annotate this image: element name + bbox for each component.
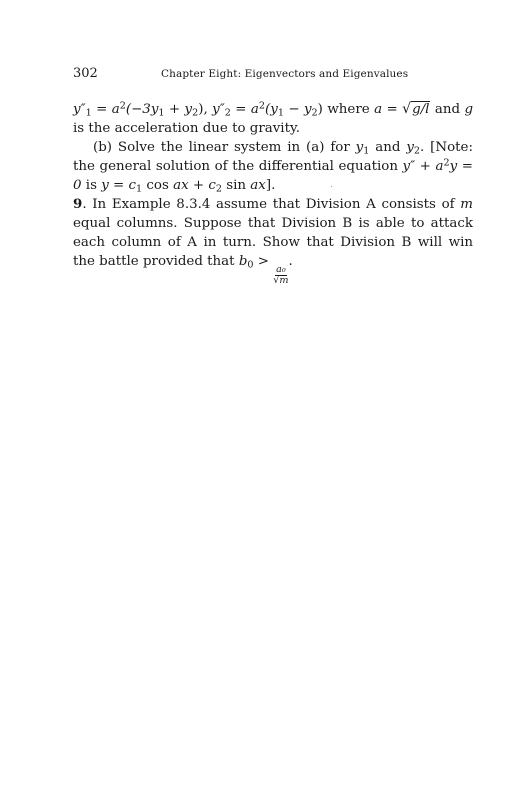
- running-head: Chapter Eight: Eigenvectors and Eigenvalues: [161, 68, 409, 80]
- page-header: [73, 66, 473, 84]
- body-text: is the acceleration due to gravity.: [73, 121, 301, 136]
- math-text: g: [464, 102, 474, 117]
- math-text: ax: [173, 178, 189, 193]
- body-text: equal columns. Suppose that Division B is able to attack each column of A in turn. Show that Division B will win the battle provided that: [73, 216, 473, 269]
- math-subscript: 1: [363, 145, 370, 157]
- math-text: (−3y: [125, 102, 159, 117]
- page-number: 302: [73, 66, 98, 81]
- math-subscript: 2: [192, 107, 199, 119]
- math-text: ax: [250, 178, 266, 193]
- math-subscript: 1: [277, 107, 284, 119]
- math-text: y: [355, 140, 364, 155]
- math-text: y″ + a: [402, 159, 444, 174]
- body-text: where: [322, 102, 375, 117]
- fraction-numerator: a₀: [276, 263, 286, 275]
- math-superscript: 2: [258, 100, 266, 112]
- math-text: m: [460, 197, 473, 212]
- math-text: = a: [230, 102, 259, 117]
- math-text: y″: [73, 102, 86, 117]
- body-text: .: [288, 254, 293, 269]
- square-root: [402, 100, 430, 119]
- fraction-denominator: √m: [273, 274, 289, 286]
- exercise-number: 9: [73, 196, 83, 212]
- math-text: + y: [164, 102, 193, 117]
- math-text: a: [374, 102, 383, 117]
- math-subscript: 2: [413, 145, 421, 157]
- speck-mark: [331, 186, 332, 187]
- math-subscript: 0: [247, 259, 254, 271]
- math-text: ): [317, 102, 323, 117]
- radical-sign: √: [402, 101, 412, 117]
- math-text: >: [253, 254, 274, 269]
- math-text: + c: [188, 178, 216, 193]
- body-text: and: [430, 102, 465, 117]
- part-b-paragraph: [73, 138, 473, 195]
- math-text: ),: [198, 102, 208, 117]
- body-text: (b) Solve the linear system in (a) for: [93, 140, 356, 155]
- math-subscript: 1: [136, 183, 143, 195]
- body-text: is: [81, 178, 102, 193]
- page-body: [73, 100, 473, 286]
- math-subscript: 1: [158, 107, 165, 119]
- math-text: y = c: [101, 178, 137, 193]
- math-text: (y: [265, 102, 278, 117]
- math-subscript: 1: [85, 107, 92, 119]
- math-text: cos: [142, 178, 174, 193]
- math-text: sin: [222, 178, 251, 193]
- math-text: y″: [212, 102, 225, 117]
- exercise-9-paragraph: [73, 195, 473, 286]
- math-subscript: 2: [311, 107, 318, 119]
- body-text: . In Example 8.3.4 assume that Division A consists of: [82, 197, 461, 212]
- equation-paragraph: [73, 100, 473, 138]
- fraction: [273, 265, 288, 286]
- math-superscript: 2: [443, 157, 450, 169]
- math-subscript: 2: [224, 107, 231, 119]
- math-superscript: 2: [119, 100, 126, 112]
- body-text: and: [369, 140, 407, 155]
- math-text: y: [406, 140, 414, 155]
- radicand: g/l: [412, 102, 430, 117]
- math-text: = a: [91, 102, 120, 117]
- math-text: b: [238, 254, 248, 269]
- body-text: . [Note: the general solution of the differential equation: [73, 140, 473, 174]
- math-subscript: 2: [215, 183, 222, 195]
- body-text: ].: [265, 178, 276, 193]
- math-text: =: [382, 102, 403, 117]
- math-text: y = 0: [73, 159, 473, 193]
- math-text: − y: [283, 102, 312, 117]
